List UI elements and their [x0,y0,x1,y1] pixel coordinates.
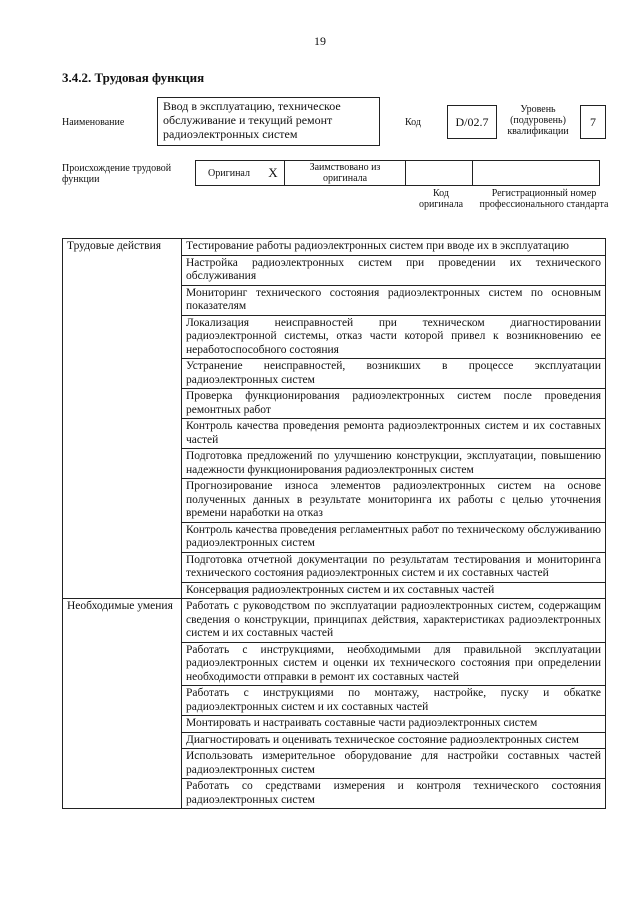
section-item: Настройка радиоэлектронных систем при проведении их технического обслуживания [182,255,606,285]
original-mark: X [262,161,285,186]
code-value-box: D/02.7 [447,105,497,139]
section-item: Монтировать и настраивать составные части радиоэлектронных систем [182,716,606,733]
reg-number-label: Регистрационный номер профессионального стандарта [479,188,609,210]
function-name-box: Ввод в эксплуатацию, техническое обслуживание и текущий ремонт радиоэлектронных систем [157,97,380,146]
level-label: Уровень (подуровень) квалификации [507,104,569,137]
origin-label: Происхождение трудовой функции [62,163,172,185]
section-item: Контроль качества проведения ремонта радиоэлектронных систем и их составных частей [182,419,606,449]
section-item: Прогнозирование износа элементов радиоэлектронных систем на основе полученных данных в результате мониторинга их работы с целью уточнения времени наработки на отказ [182,479,606,523]
section-label: Необходимые умения [63,599,182,809]
table-row [63,599,606,643]
code-original-label: Код оригинала [418,188,464,210]
section-item: Диагностировать и оценивать техническое состояние радиоэлектронных систем [182,732,606,749]
name-label: Наименование [62,117,125,128]
page-number: 19 [314,34,326,48]
section-title: 3.4.2. Трудовая функция [62,70,205,85]
section-item: Тестирование работы радиоэлектронных систем при вводе их в эксплуатацию [182,239,606,256]
section-item: Использовать измерительное оборудование для настройки составных частей радиоэлектронных систем [182,749,606,779]
section-item: Работать с инструкциями, необходимыми для правильной эксплуатации радиоэлектронных систем и оценки их технического состояния при определении необходимости отправки в ремонт их составных частей [182,642,606,686]
section-item: Консервация радиоэлектронных систем и их составных частей [182,582,606,599]
section-item: Подготовка отчетной документации по результатам тестирования и мониторинга технического состояния радиоэлектронных систем и их составных частей [182,552,606,582]
section-label: Трудовые действия [63,239,182,599]
section-item: Мониторинг технического состояния радиоэлектронных систем по основным показателям [182,285,606,315]
reg-number-cell [473,161,600,186]
level-value-box: 7 [580,105,606,139]
section-item: Проверка функционирования радиоэлектронных систем после проведения ремонтных работ [182,389,606,419]
function-table [62,238,606,809]
section-item: Работать с инструкциями по монтажу, настройке, пуску и обкатке радиоэлектронных систем и их составных частей [182,686,606,716]
section-item: Контроль качества проведения регламентных работ по техническому обслуживанию радиоэлектронных систем [182,522,606,552]
borrowed-label: Заимствовано из оригинала [285,161,406,186]
table-row [63,239,606,256]
original-label: Оригинал [196,161,263,186]
section-item: Локализация неисправностей при техническом диагностировании радиоэлектронной системы, отказ части которой привел к возникновению ее неработоспособного состояния [182,315,606,359]
section-item: Работать со средствами измерения и контроля технического состояния радиоэлектронных систем [182,779,606,809]
section-item: Работать с руководством по эксплуатации радиоэлектронных систем, содержащим сведения о конструкции, принципах действия, характеристиках радиоэлектронных систем и их составных частей [182,599,606,643]
code-original-cell [406,161,473,186]
origin-table [195,160,600,186]
section-item: Подготовка предложений по улучшению конструкции, эксплуатации, повышению надежности функционирования радиоэлектронных систем [182,449,606,479]
section-item: Устранение неисправностей, возникших в процессе эксплуатации радиоэлектронных систем [182,359,606,389]
code-label: Код [405,117,421,128]
